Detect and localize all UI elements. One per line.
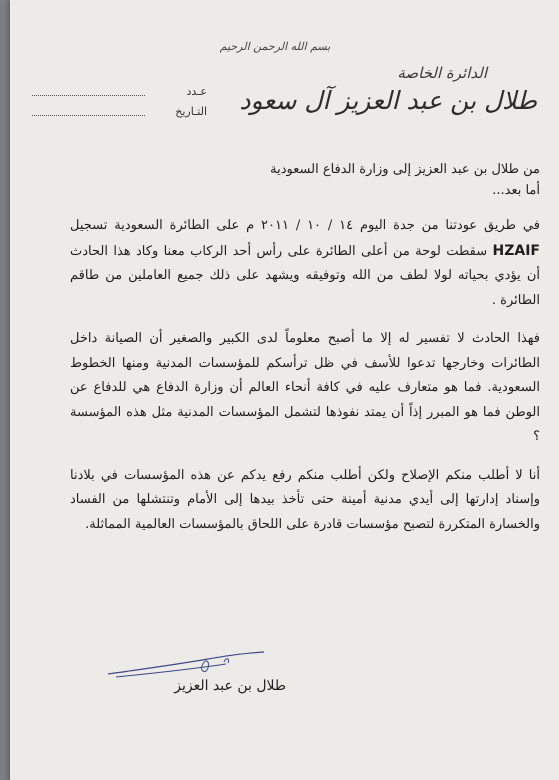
letter-greeting: أما بعد... (492, 183, 540, 198)
letter-body (70, 160, 540, 551)
aircraft-registration: HZAIF (492, 242, 540, 259)
incident-text-end: سقطت لوحة من أعلى الطائرة على رأس أحد الركاب معنا وكاد هذا الحادث أن يؤدي بحياته لولا لطف من الله وتوفيقه ويشهد على ذلك جميع العاملين من طاقم الطائرة . (70, 243, 540, 308)
reference-number-line (32, 95, 145, 96)
date-row (32, 102, 207, 118)
date-line (32, 115, 145, 116)
letter-recipient: من طلال بن عبد العزيز إلى وزارة الدفاع السعودية (270, 162, 540, 177)
date-label: التـاريخ (175, 105, 207, 118)
reference-number-label: عـدد (186, 85, 207, 98)
paragraph-incident (70, 214, 540, 313)
incident-text-start: في طريق عودتنا من جدة اليوم ١٤ / ١٠ / ٢٠١١ م على الطائرة السعودية تسجيل (70, 218, 540, 233)
paragraph-request: أنا لا أطلب منكم الإصلاح ولكن أطلب منكم رفع يدكم عن هذه المؤسسات في بلادنا وإسناد إدارتها إلى أيدي مدنية أمينة حتى تأخذ بيدها إلى الأمام وتنتشلها من الفساد والخسارة المتكررة لتصبح مؤسسات قادرة على اللحاق بالمؤسسات العالمية المماثلة. (70, 467, 540, 532)
letter-page (10, 0, 559, 780)
handwritten-signature (106, 650, 266, 680)
department-title: الدائرة الخاصة (397, 64, 487, 82)
signer-name: طلال بن عبد العزيز (174, 678, 286, 694)
letterhead-owner: طلال بن عبد العزيز آل سعود (239, 86, 537, 115)
basmala-heading: بسم الله الرحمن الرحيم (219, 40, 331, 53)
paragraph-maintenance: فهذا الحادث لا تفسير له إلا ما أصبح معلوماً لدى الكبير والصغير أن الصيانة داخل الطائرات وخارجها تدعوا للأسف في ظل ترأسكم للمؤسسات المدنية ومنها الخطوط السعودية. فما هو متعارف عليه في كافة أنحاء العالم أن وزارة الدفاع هي للدفاع عن الوطن فما هو المبرر إذاً أن يمتد نفوذها لتشمل المؤسسات المدنية مثل هذه المؤسسة ؟ (70, 331, 540, 444)
reference-number-row (32, 82, 207, 98)
